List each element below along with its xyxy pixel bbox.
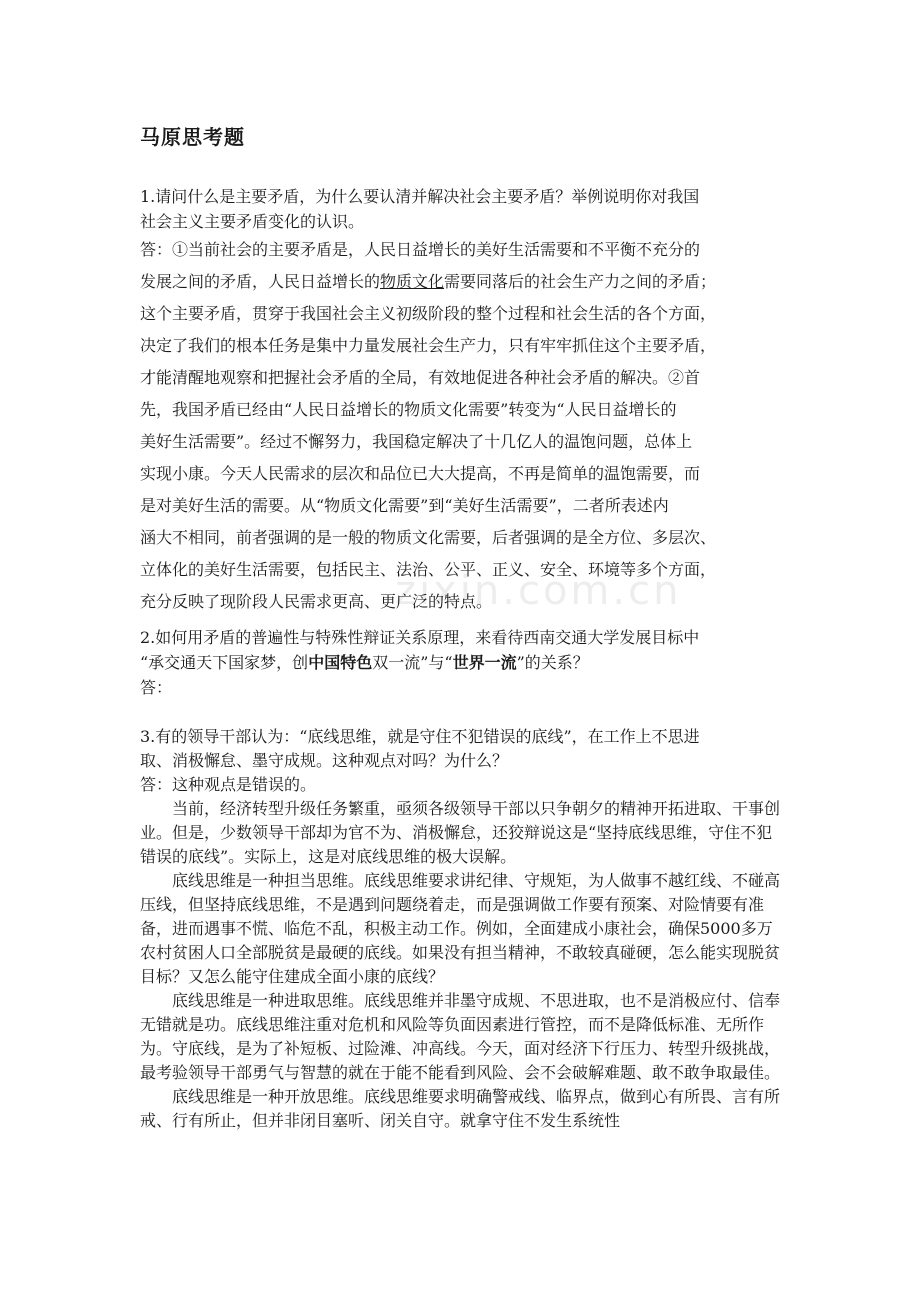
underlined-term: 物质文化	[380, 272, 445, 291]
question-2-text: ”的关系？	[516, 653, 589, 672]
question-3-line: 取、消极懈怠、墨守成规。这种观点对吗？为什么？	[140, 751, 509, 770]
answer-1-line	[140, 266, 784, 298]
question-2-line	[140, 650, 784, 675]
answer-1-line: 这个主要矛盾，贯穿于我国社会主义初级阶段的整个过程和社会生活的各个方面，	[140, 304, 717, 323]
question-2	[140, 625, 784, 700]
answer-1-line: 决定了我们的根本任务是集中力量发展社会生产力，只有牢牢抓住这个主要矛盾，	[140, 336, 717, 355]
answer-1-line: 充分反映了现阶段人民需求更高、更广泛的特点。	[140, 592, 493, 611]
answer-3-paragraph: 底线思维是一种进取思维。底线思维并非墨守成规、不思进取，也不是消极应付、信奉无错就是功。底线思维注重对危机和风险等负面因素进行管控，而不是降低标准、无所作为。守底线，是为了补短板、过险滩、冲高线。今天，面对经济下行压力、转型升级挑战，最考验领导干部勇气与智慧的就在于能不能看到风险、会不会破解难题、敢不敢争取最佳。	[140, 991, 781, 1082]
document-title: 马原思考题	[140, 125, 245, 149]
question-2-line: 2.如何用矛盾的普遍性与特殊性辩证关系原理，来看待西南交通大学发展目标中	[140, 628, 700, 647]
answer-1	[140, 234, 784, 618]
answer-1-line: 立体化的美好生活需要，包括民主、法治、公平、正义、安全、环境等多个方面，	[140, 560, 717, 579]
answer-3-paragraph: 底线思维是一种担当思维。底线思维要求讲纪律、守规矩，为人做事不越红线、不碰高压线，但坚持底线思维，不是遇到问题绕着走，而是强调做工作要有预案、对险情要有准备，进而遇事不慌、临危不乱，积极主动工作。例如，全面建成小康社会，确保5000多万农村贫困人口全部脱贫是最硬的底线。如果没有担当精神，不敢较真碰硬，怎么能实现脱贫目标？又怎么能守住建成全面小康的底线？	[140, 871, 781, 986]
answer-2-label: 答：	[140, 678, 173, 697]
answer-3-intro: 答：这种观点是错误的。	[140, 775, 317, 794]
question-3	[140, 725, 784, 1133]
answer-3-paragraph: 当前，经济转型升级任务繁重，亟须各级领导干部以只争朝夕的精神开拓进取、干事创业。但是，少数领导干部却为官不为、消极懈怠，还狡辩说这是“坚持底线思维，守住不犯错误的底线”。实际上，这是对底线思维的极大误解。	[140, 799, 781, 866]
question-2-text: 双一流”与“	[372, 653, 453, 672]
bold-term: 中国特色	[308, 653, 373, 672]
answer-1-line: 是对美好生活的需要。从“物质文化需要”到“美好生活需要”，二者所表述内	[140, 496, 669, 515]
question-1-line: 1.请问什么是主要矛盾，为什么要认清并解决社会主要矛盾？举例说明你对我国	[140, 187, 700, 206]
question-3-line: 3.有的领导干部认为：“底线思维，就是守住不犯错误的底线”，在工作上不思进	[140, 727, 700, 746]
question-1	[140, 184, 784, 234]
answer-1-line: 涵大不相同，前者强调的是一般的物质文化需要，后者强调的是全方位、多层次、	[140, 528, 717, 547]
answer-1-line: 美好生活需要”。经过不懈努力，我国稳定解决了十几亿人的温饱问题，总体上	[140, 432, 693, 451]
answer-1-line: 才能清醒地观察和把握社会矛盾的全局，有效地促进各种社会矛盾的解决。②首	[140, 368, 701, 387]
answer-1-text: 需要同落后的社会生产力之间的矛盾；	[444, 272, 717, 291]
bold-term: 世界一流	[452, 653, 517, 672]
watermark: zixin.com.cn	[395, 568, 682, 614]
answer-1-line: 答：①当前社会的主要矛盾是，人民日益增长的美好生活需要和不平衡不充分的	[140, 240, 701, 259]
question-2-text: “承交通天下国家梦，创	[140, 653, 309, 672]
answer-3-paragraph: 底线思维是一种开放思维。底线思维要求明确警戒线、临界点，做到心有所畏、言有所戒、行有所止，但并非闭目塞听、闭关自守。就拿守住不发生系统性	[140, 1087, 781, 1130]
answer-1-line: 实现小康。今天人民需求的层次和品位已大大提高，不再是简单的温饱需要，而	[140, 464, 701, 483]
question-1-line: 社会主义主要矛盾变化的认识。	[140, 212, 365, 231]
answer-1-text: 发展之间的矛盾，人民日益增长的	[140, 272, 381, 291]
answer-1-line: 先，我国矛盾已经由“人民日益增长的物质文化需要”转变为“人民日益增长的	[140, 400, 677, 419]
